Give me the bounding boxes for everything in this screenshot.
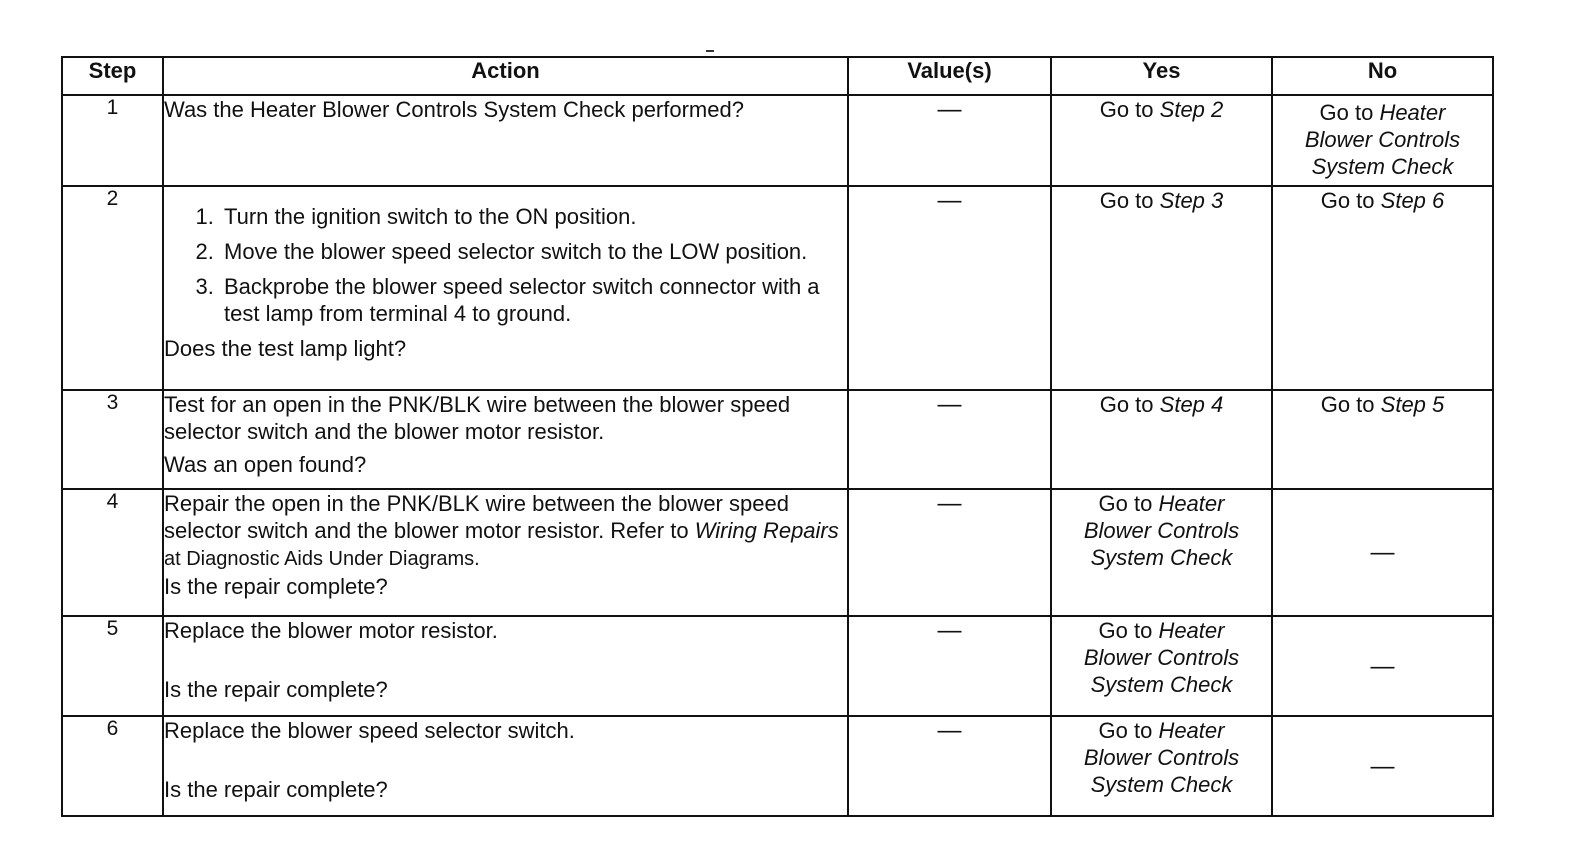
hbc-line3: System Check: [1311, 154, 1454, 179]
list-item: 3. Backprobe the blower speed selector switch connector with a test lamp from terminal 4 to ground.: [220, 273, 847, 327]
value-cell: —: [848, 186, 1051, 390]
action-cell: [163, 616, 848, 716]
no-cell: [1272, 390, 1493, 489]
hbc-line2: Blower Controls: [1083, 645, 1240, 670]
header-step: Step: [62, 57, 163, 95]
hbc-line1: Heater: [1158, 718, 1225, 743]
action-cell: [163, 95, 848, 186]
value-cell: —: [848, 390, 1051, 489]
hbc-line2: Blower Controls: [1304, 127, 1461, 152]
action-cell: [163, 716, 848, 816]
action-text-tail: at Diagnostic Aids Under Diagrams.: [164, 548, 480, 570]
table-row: [62, 95, 1493, 186]
action-text: [164, 490, 847, 573]
step-number: 4: [62, 489, 163, 616]
action-steps-list: [164, 203, 847, 327]
diagnostic-table: [61, 56, 1494, 817]
action-text: Replace the blower motor resistor.: [164, 618, 498, 643]
hbc-line1: Heater: [1379, 100, 1446, 125]
header-yes: Yes: [1051, 57, 1272, 95]
step-number: 3: [62, 390, 163, 489]
go-to-label: Go to: [1319, 100, 1374, 125]
hbc-line1: Heater: [1158, 618, 1225, 643]
hbc-line3: System Check: [1090, 545, 1233, 570]
action-text: Replace the blower speed selector switch.: [164, 718, 575, 743]
yes-cell: [1051, 489, 1272, 616]
value-cell: —: [848, 95, 1051, 186]
yes-cell: [1051, 95, 1272, 186]
header-values: Value(s): [848, 57, 1051, 95]
action-text: Test for an open in the PNK/BLK wire between the blower speed selector switch and the blower motor resistor.: [164, 392, 791, 444]
no-target: Step 5: [1380, 392, 1445, 417]
action-text: Was the Heater Blower Controls System Check performed?: [164, 97, 744, 122]
value-cell: —: [848, 616, 1051, 716]
go-to-label: Go to: [1098, 618, 1153, 643]
action-cell: [163, 186, 848, 390]
scan-mark: [706, 50, 714, 52]
go-to-label: Go to: [1099, 392, 1154, 417]
table-row: [62, 716, 1493, 816]
action-question: Does the test lamp light?: [164, 336, 407, 361]
hbc-line1: Heater: [1158, 491, 1225, 516]
action-text-main: Repair the open in the PNK/BLK wire between the blower speed selector switch and the blower motor resistor. Refer to: [164, 491, 789, 543]
yes-target: Step 3: [1159, 188, 1224, 213]
action-question: Is the repair complete?: [164, 677, 388, 702]
go-to-label: Go to: [1320, 392, 1375, 417]
no-cell: [1272, 95, 1493, 186]
no-cell: [1272, 186, 1493, 390]
table-row: [62, 390, 1493, 489]
go-to-label: Go to: [1099, 97, 1154, 122]
go-to-label: Go to: [1098, 491, 1153, 516]
action-question: Was an open found?: [164, 452, 367, 477]
list-item: 1. Turn the ignition switch to the ON position.: [220, 203, 847, 230]
action-question: Is the repair complete?: [164, 574, 388, 599]
hbc-line3: System Check: [1090, 772, 1233, 797]
table-row: [62, 186, 1493, 390]
header-row: [62, 57, 1493, 95]
no-cell: —: [1272, 489, 1493, 616]
step-number: 5: [62, 616, 163, 716]
step-number: 1: [62, 95, 163, 186]
hbc-line3: System Check: [1090, 672, 1233, 697]
no-target: Step 6: [1380, 188, 1445, 213]
yes-target: Step 4: [1159, 392, 1224, 417]
go-to-label: Go to: [1099, 188, 1154, 213]
header-no: No: [1272, 57, 1493, 95]
yes-cell: [1051, 390, 1272, 489]
table-row: [62, 616, 1493, 716]
step-number: 6: [62, 716, 163, 816]
no-cell: —: [1272, 716, 1493, 816]
no-cell: —: [1272, 616, 1493, 716]
table-row: [62, 489, 1493, 616]
wiring-repairs-reference: Wiring Repairs: [694, 518, 839, 543]
go-to-label: Go to: [1098, 718, 1153, 743]
header-action: Action: [163, 57, 848, 95]
value-cell: —: [848, 489, 1051, 616]
step-number: 2: [62, 186, 163, 390]
list-item: 2. Move the blower speed selector switch to the LOW position.: [220, 238, 847, 265]
action-cell: [163, 390, 848, 489]
action-question: Is the repair complete?: [164, 777, 388, 802]
yes-cell: [1051, 616, 1272, 716]
hbc-line2: Blower Controls: [1083, 745, 1240, 770]
action-cell: [163, 489, 848, 616]
yes-cell: [1051, 186, 1272, 390]
go-to-label: Go to: [1320, 188, 1375, 213]
yes-cell: [1051, 716, 1272, 816]
value-cell: —: [848, 716, 1051, 816]
hbc-line2: Blower Controls: [1083, 518, 1240, 543]
yes-target: Step 2: [1159, 97, 1224, 122]
